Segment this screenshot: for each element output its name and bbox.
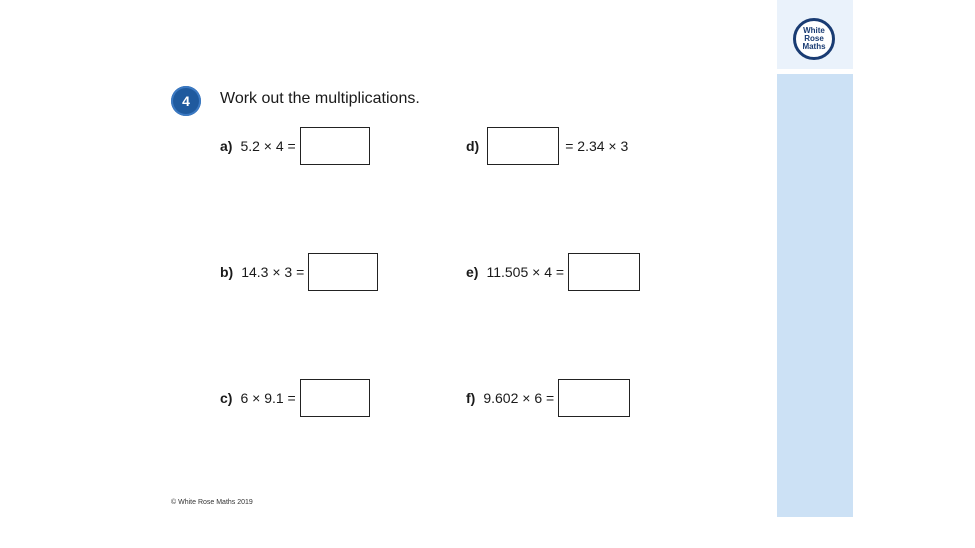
item-f-answer-box[interactable] (558, 379, 630, 417)
item-d-expression: = 2.34 × 3 (565, 138, 629, 154)
item-b (220, 252, 378, 292)
item-e-label: e) (466, 264, 479, 280)
item-a (220, 126, 370, 166)
item-e (466, 252, 640, 292)
item-b-answer-box[interactable] (308, 253, 378, 291)
question-instruction: Work out the multiplications. (220, 90, 420, 107)
white-rose-maths-logo (793, 18, 835, 60)
item-a-expression: 5.2 × 4 = (240, 138, 296, 154)
logo-line-3: Maths (802, 42, 826, 51)
item-e-expression: 11.505 × 4 = (486, 264, 565, 280)
item-c (220, 378, 370, 418)
logo-line-1: White (803, 26, 825, 35)
item-d (466, 126, 628, 166)
item-f-label: f) (466, 390, 476, 406)
item-a-label: a) (220, 138, 233, 154)
item-b-label: b) (220, 264, 234, 280)
side-panel (777, 74, 853, 517)
item-b-expression: 14.3 × 3 = (241, 264, 305, 280)
item-d-answer-box[interactable] (487, 127, 559, 165)
item-c-expression: 6 × 9.1 = (240, 390, 296, 406)
item-e-answer-box[interactable] (568, 253, 640, 291)
item-f (466, 378, 630, 418)
item-d-label: d) (466, 138, 480, 154)
copyright-footer: © White Rose Maths 2019 (171, 499, 253, 506)
logo-line-2: Rose (804, 34, 824, 43)
item-c-label: c) (220, 390, 233, 406)
question-number-badge: 4 (171, 86, 201, 116)
item-f-expression: 9.602 × 6 = (483, 390, 555, 406)
item-c-answer-box[interactable] (300, 379, 370, 417)
item-a-answer-box[interactable] (300, 127, 370, 165)
